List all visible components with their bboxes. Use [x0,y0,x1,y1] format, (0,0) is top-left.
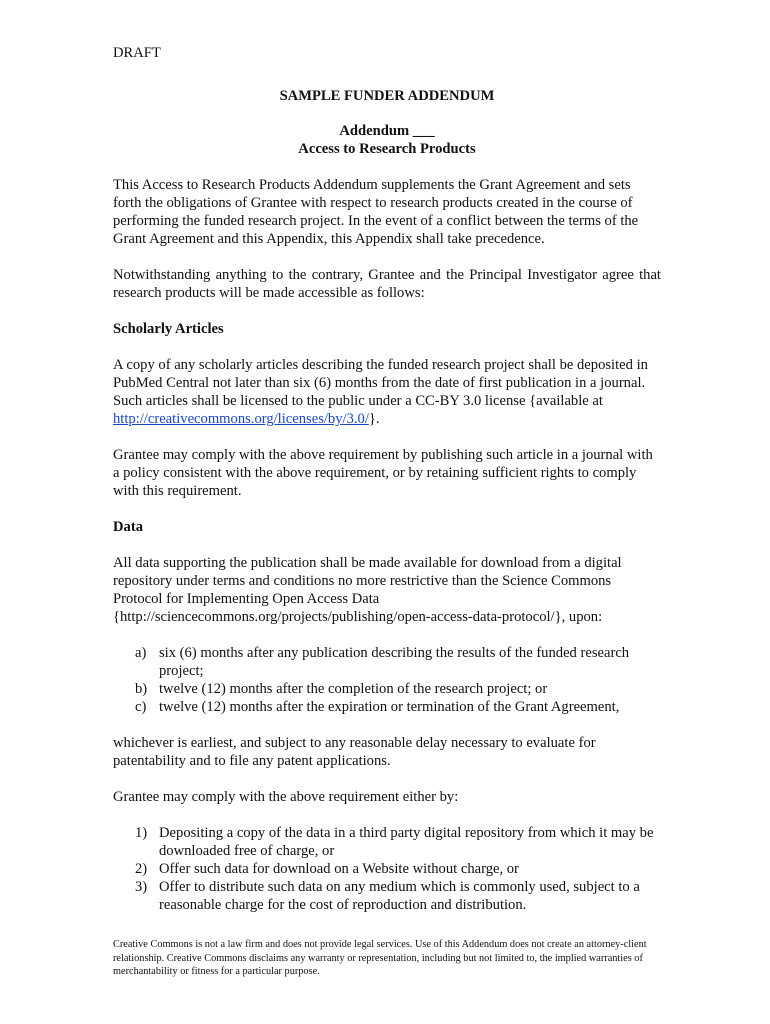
list-item-text: Offer such data for download on a Website without charge, or [159,861,519,877]
list-item-text: Depositing a copy of the data in a third party digital repository from which it may be downloaded free of charge, or [159,825,654,859]
list-marker: 1) [135,825,148,841]
list-marker: b) [135,681,148,697]
scholarly-paragraph-1-text: A copy of any scholarly articles describing the funded research project shall be deposited in PubMed Central not later than six (6) months from the date of first publication in a journal. Such articles shall be licensed to the public under a CC-BY 3.0 license {available at [113,357,648,409]
cc-by-license-link[interactable]: http://creativecommons.org/licenses/by/3.0/ [113,411,369,427]
list-item [113,860,661,878]
document-page [113,44,661,932]
intro-paragraph: This Access to Research Products Addendum supplements the Grant Agreement and sets forth the obligations of Grantee with respect to research products created in the course of performing the funded research project. In the event of a conflict between the terms of the Grant Agreement and this Appendix, this Appendix shall take precedence. [113,177,639,247]
scholarly-paragraph-1-end: }. [368,411,380,427]
addendum-number: Addendum ___ [339,123,435,139]
list-item-text: twelve (12) months after the completion of the research project; or [159,681,548,697]
list-item-text: six (6) months after any publication describing the results of the funded research project; [159,645,630,679]
list-item [113,644,661,680]
data-heading: Data [113,519,143,535]
scholarly-paragraph-1 [113,356,661,428]
data-timing-list [113,644,661,716]
list-marker: 3) [135,879,148,895]
list-item [113,878,661,914]
list-marker: a) [135,645,147,661]
notwithstanding-paragraph: Notwithstanding anything to the contrary, Grantee and the Principal Investigator agree that research products will be made accessible as follows: [113,267,661,301]
legal-disclaimer-footer: Creative Commons is not a law firm and does not provide legal services. Use of this Addendum does not create an attorney-client relationship. Creative Commons disclaims any warranty or representation, including but not limited to, the implied warranties of merchantability or fitness for a particular purpose. [113,939,647,978]
compliance-methods-list [113,824,661,914]
list-item [113,680,661,698]
list-item [113,824,661,860]
list-marker: 2) [135,861,148,877]
data-paragraph-2: whichever is earliest, and subject to any reasonable delay necessary to evaluate for patentability and to file any patent applications. [113,735,596,769]
scholarly-articles-heading: Scholarly Articles [113,321,224,337]
data-paragraph-3: Grantee may comply with the above requirement either by: [113,789,459,805]
scholarly-paragraph-2: Grantee may comply with the above requirement by publishing such article in a journal with a policy consistent with the above requirement, or by retaining sufficient rights to comply with this requirement. [113,447,653,499]
list-item-text: Offer to distribute such data on any medium which is commonly used, subject to a reasonable charge for the cost of reproduction and distribution. [159,879,640,913]
list-item-text: twelve (12) months after the expiration or termination of the Grant Agreement, [159,699,620,715]
data-paragraph-1: All data supporting the publication shall be made available for download from a digital repository under terms and conditions no more restrictive than the Science Commons Protocol for Implementing Open Access Data {http://sciencecommons.org/projects/publishing/open-access-data-protocol/}, upon: [113,555,622,625]
list-item [113,698,661,716]
draft-label: DRAFT [113,45,161,61]
list-marker: c) [135,699,147,715]
addendum-subtitle: Access to Research Products [298,141,476,157]
document-title: SAMPLE FUNDER ADDENDUM [279,88,495,104]
